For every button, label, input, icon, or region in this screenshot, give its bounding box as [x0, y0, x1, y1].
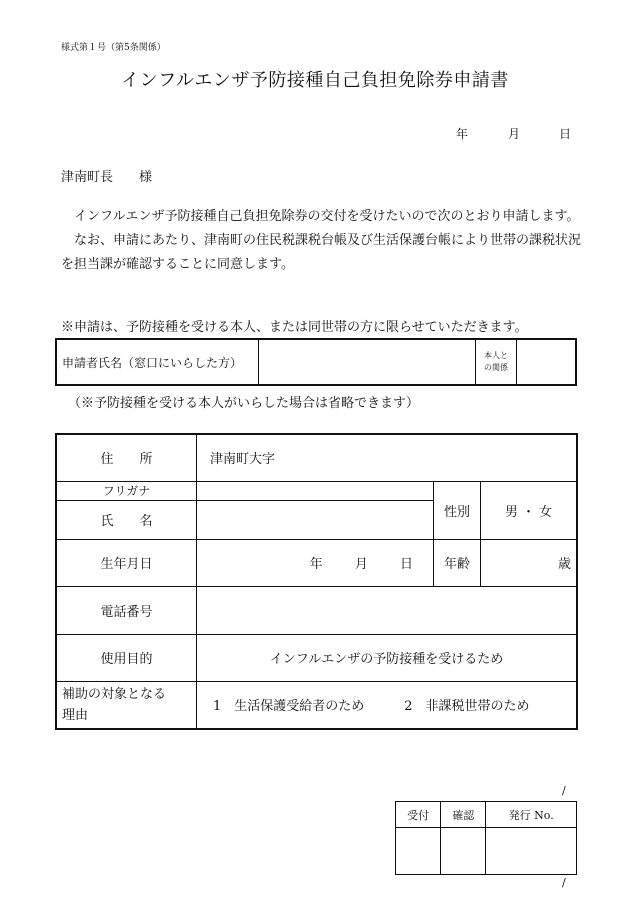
age-field[interactable]	[481, 539, 578, 586]
office-header-confirmed: 確認	[441, 802, 486, 828]
phone-label: 電話番号	[56, 586, 197, 634]
purpose-label: 使用目的	[56, 634, 197, 681]
applicant-name-label: 申請者氏名（窓口にいらした方）	[56, 339, 259, 385]
office-slash-top: /	[562, 784, 566, 797]
omit-note: （※予防接種を受ける本人がいらした場合は省略できます）	[68, 396, 420, 411]
date-year-label: 年	[456, 127, 469, 141]
birthdate-label: 生年月日	[56, 539, 197, 586]
office-header-issue-no: 発行 No.	[486, 802, 577, 828]
office-confirmed-cell	[441, 828, 486, 875]
furigana-field[interactable]	[197, 481, 434, 500]
reason-label-line1: 補助の対象となる	[62, 686, 167, 702]
form-number: 様式第１号（第5条関係）	[61, 43, 166, 53]
relation-label-line2: の関係	[484, 363, 508, 372]
recipient-table	[55, 433, 578, 730]
office-issue-no-cell	[486, 828, 577, 875]
applicant-relation-field[interactable]	[517, 339, 577, 385]
page-title: インフルエンザ予防接種自己負担免除券申請書	[121, 70, 509, 91]
gender-field[interactable]: 男 ・ 女	[481, 481, 578, 539]
office-header-received: 受付	[396, 802, 441, 828]
age-unit: 歳	[557, 557, 571, 572]
birth-month-label: 月	[354, 557, 368, 572]
addressee-name: 津南町長	[61, 170, 114, 185]
applicant-name-field[interactable]	[259, 339, 476, 385]
reason-option-1[interactable]: 1 生活保護受給者のため	[213, 699, 365, 715]
application-notice: ※申請は、予防接種を受ける本人、または同世帯の方に限らせていただきます。	[61, 320, 528, 335]
phone-field[interactable]	[197, 586, 578, 634]
birth-year-label: 年	[309, 557, 323, 572]
office-received-cell	[396, 828, 441, 875]
body-paragraph-2: なお、申請にあたり、津南町の住民税課税台帳及び生活保護台帳により世帯の課税状況を担当課が確認することに同意します。	[61, 233, 582, 272]
applicant-relation-label	[476, 339, 517, 385]
addressee-honorific: 様	[139, 170, 153, 185]
relation-label-line1: 本人と	[484, 351, 508, 360]
addressee	[61, 166, 152, 185]
reason-options	[197, 681, 578, 729]
birthdate-field[interactable]	[197, 539, 434, 586]
purpose-value: インフルエンザの予防接種を受けるため	[197, 634, 578, 681]
address-label: 住 所	[56, 434, 197, 481]
date-day-label: 日	[559, 127, 572, 141]
date-month-label: 月	[508, 127, 521, 141]
birth-day-label: 日	[399, 557, 413, 572]
applicant-table	[55, 338, 577, 386]
name-field[interactable]	[197, 500, 434, 539]
address-field[interactable]: 津南町大字	[197, 434, 578, 481]
office-slash-bottom: /	[562, 876, 566, 889]
reason-label	[56, 681, 197, 729]
furigana-label: フリガナ	[56, 481, 197, 500]
reason-option-2[interactable]: 2 非課税世帯のため	[404, 699, 530, 715]
body-paragraph-1: インフルエンザ予防接種自己負担免除券の交付を受けたいので次のとおり申請します。	[74, 209, 580, 224]
gender-label: 性別	[434, 481, 481, 539]
reason-label-line2: 理由	[62, 707, 89, 723]
age-label: 年齢	[434, 539, 481, 586]
name-label: 氏 名	[56, 500, 197, 539]
office-use-table	[395, 801, 577, 875]
body-text	[61, 205, 583, 277]
